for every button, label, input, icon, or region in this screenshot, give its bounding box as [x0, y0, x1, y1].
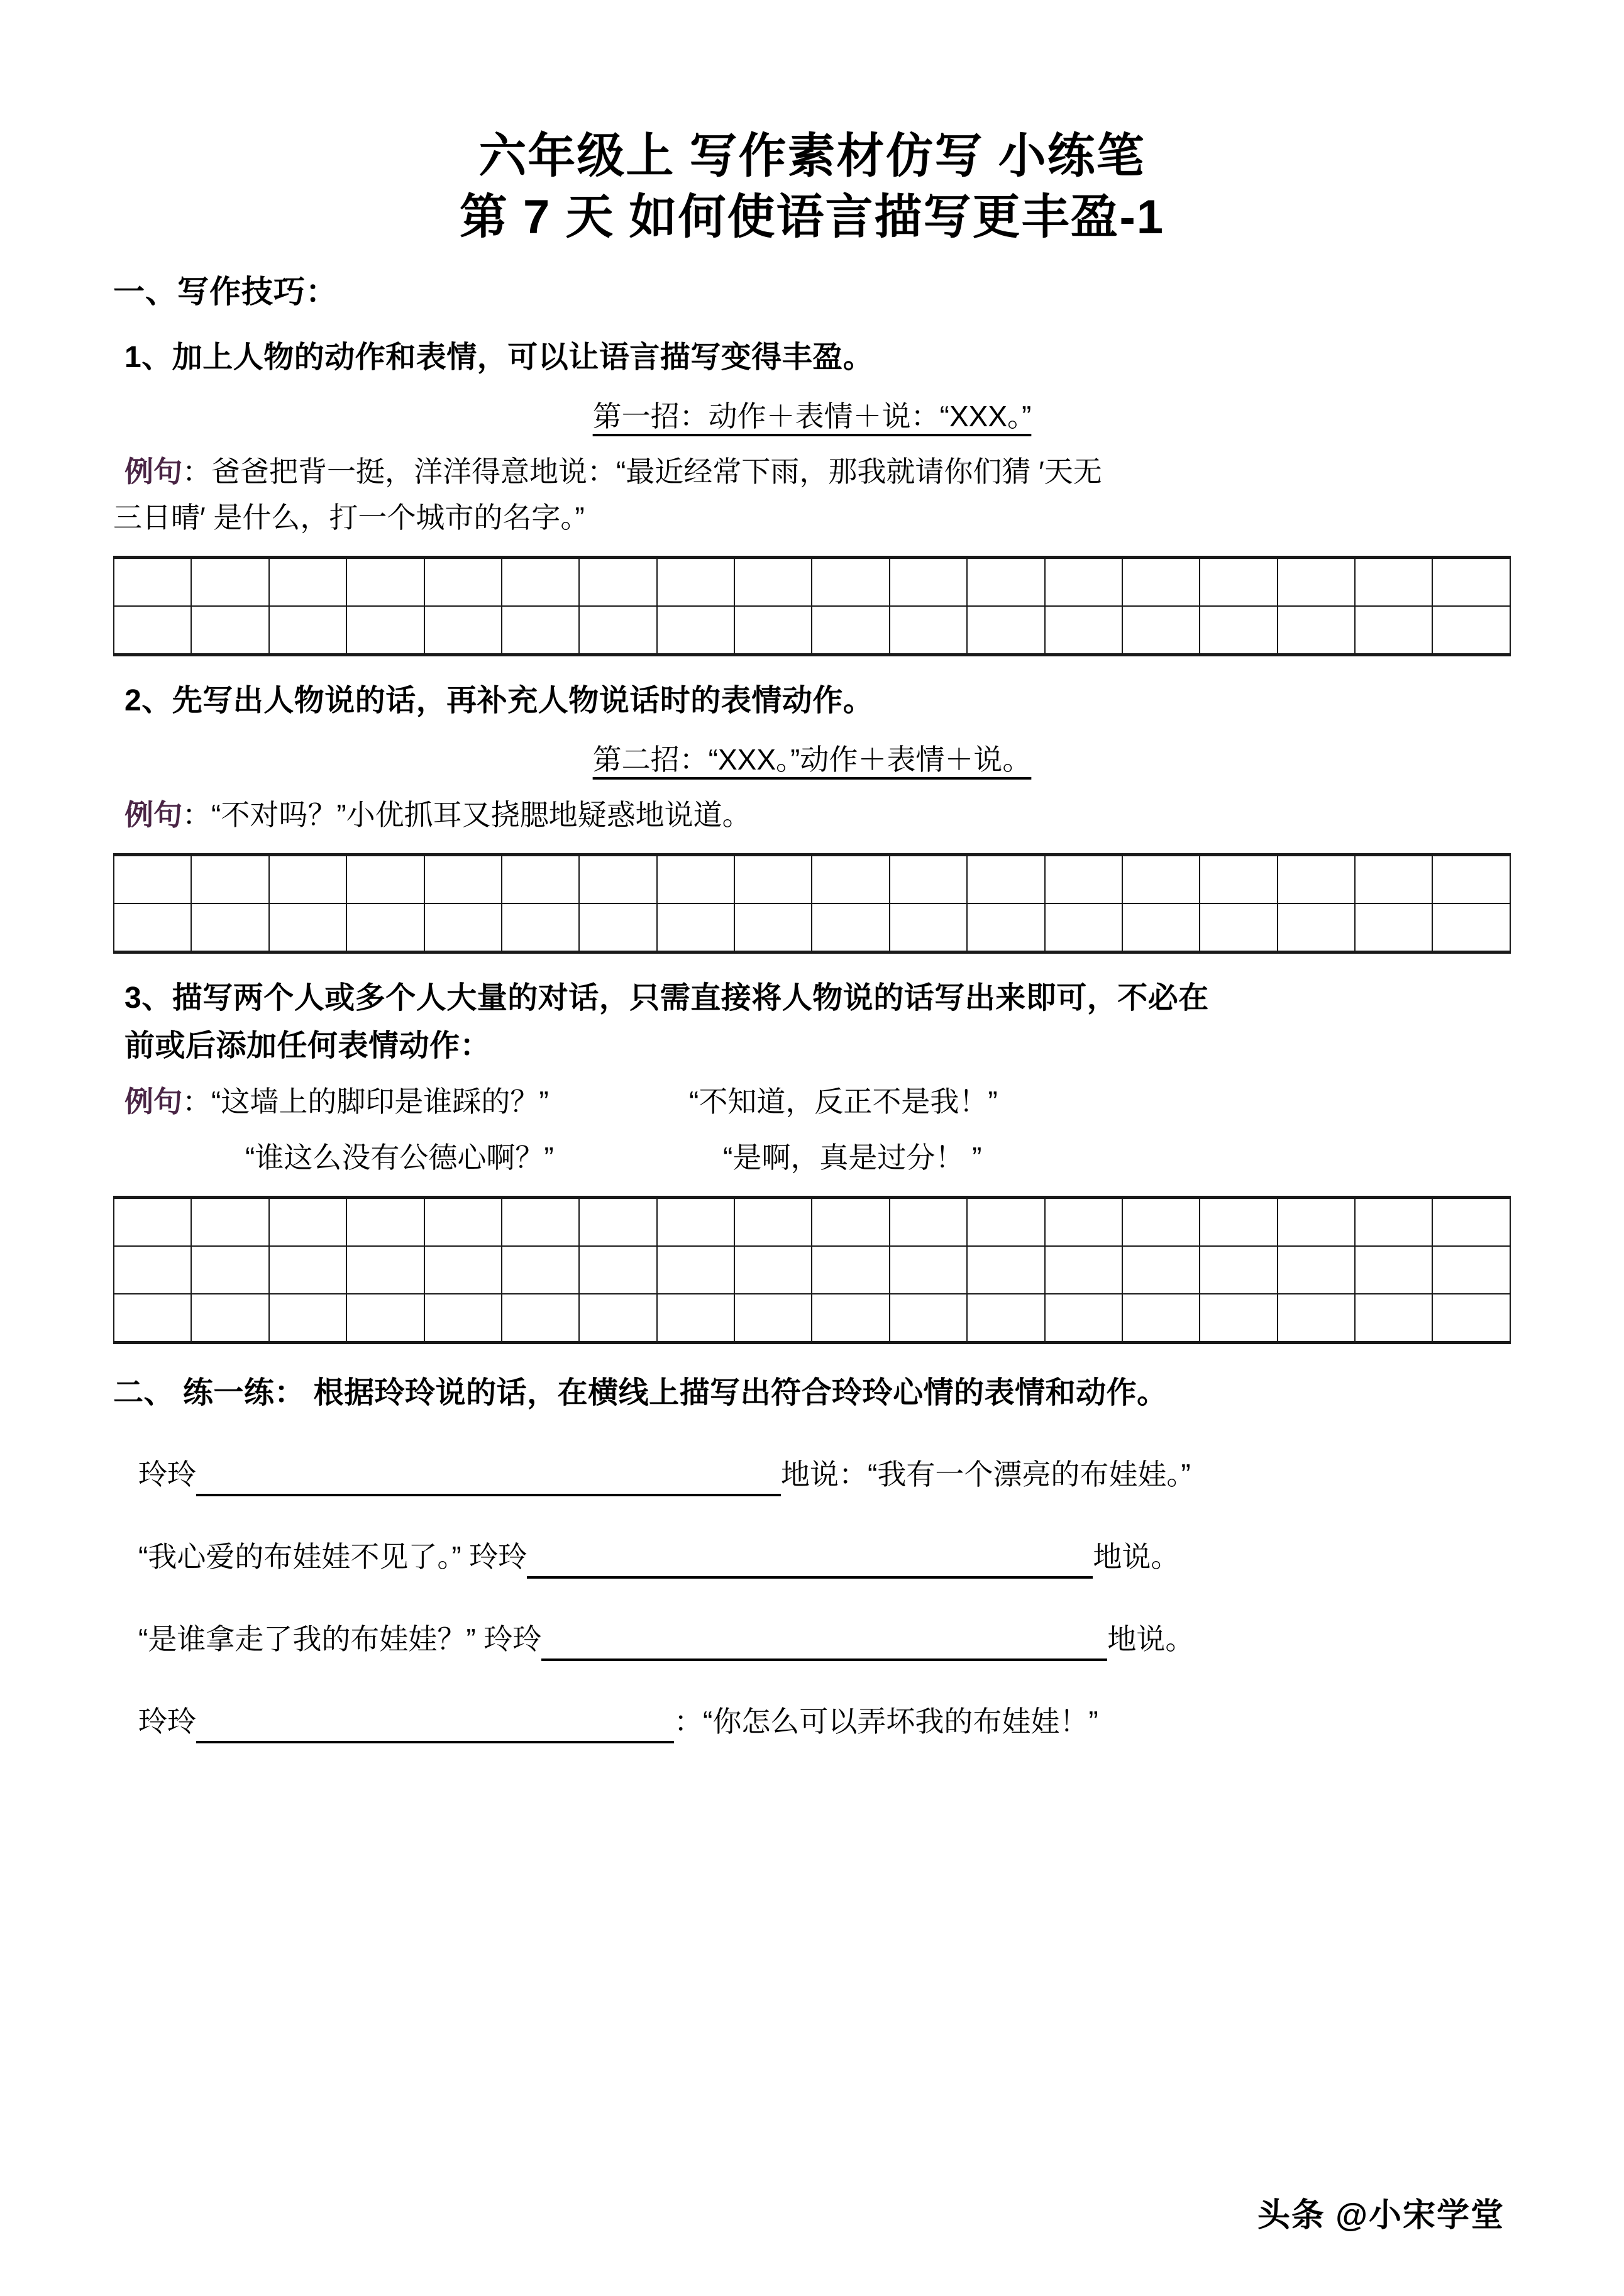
writing-grid-cell[interactable]: [734, 1294, 812, 1343]
writing-grid-cell[interactable]: [346, 1246, 424, 1294]
writing-grid-cell[interactable]: [1432, 1246, 1510, 1294]
writing-grid-cell[interactable]: [967, 903, 1044, 952]
writing-grid-cell[interactable]: [346, 558, 424, 607]
writing-grid-cell[interactable]: [812, 606, 889, 655]
writing-grid-cell[interactable]: [734, 1246, 812, 1294]
writing-grid-cell[interactable]: [657, 1294, 734, 1343]
writing-grid-cell[interactable]: [191, 606, 268, 655]
writing-grid-cell[interactable]: [191, 1294, 268, 1343]
writing-grid-cell[interactable]: [1432, 558, 1510, 607]
practice-item-4: [113, 1700, 1511, 1743]
writing-grid-cell[interactable]: [1355, 903, 1432, 952]
writing-grid-row: [114, 1246, 1510, 1294]
writing-grid-cell[interactable]: [734, 1198, 812, 1247]
writing-grid-cell[interactable]: [1200, 1198, 1277, 1247]
writing-grid-cell[interactable]: [1278, 1294, 1355, 1343]
writing-grid-cell[interactable]: [1355, 606, 1432, 655]
writing-grid-cell[interactable]: [1200, 606, 1277, 655]
writing-grid-cell[interactable]: [1432, 606, 1510, 655]
tip-2-trick-text: 第二招：“XXX。”动作＋表情＋说。: [592, 742, 1032, 776]
writing-grid-cell[interactable]: [1278, 855, 1355, 904]
writing-grid-cell[interactable]: [1200, 903, 1277, 952]
writing-grid-cell[interactable]: [346, 1294, 424, 1343]
writing-grid-cell[interactable]: [1200, 855, 1277, 904]
writing-grid-cell[interactable]: [346, 606, 424, 655]
tip-3-heading-line2: 前或后添加任何表情动作：: [124, 1029, 491, 1062]
writing-grid-cell[interactable]: [1355, 558, 1432, 607]
writing-grid-cell[interactable]: [579, 1246, 656, 1294]
writing-grid-cell[interactable]: [812, 1198, 889, 1247]
writing-grid-cell[interactable]: [1355, 1246, 1432, 1294]
writing-grid-cell[interactable]: [890, 606, 967, 655]
writing-grid-cell[interactable]: [890, 1198, 967, 1247]
dialogue-1-left: “这墙上的脚印是谁踩的？”: [211, 1085, 549, 1118]
writing-grid-cell[interactable]: [424, 606, 502, 655]
writing-grid-cell[interactable]: [1122, 558, 1200, 607]
writing-grid-cell[interactable]: [269, 558, 346, 607]
writing-grid-cell[interactable]: [269, 606, 346, 655]
writing-grid-cell[interactable]: [1432, 903, 1510, 952]
writing-grid-cell[interactable]: [734, 855, 812, 904]
writing-grid-cell[interactable]: [1355, 1294, 1432, 1343]
writing-grid-cell[interactable]: [191, 558, 268, 607]
example-label: 例句: [124, 455, 182, 488]
title-line-2: 第 7 天 如何使语言描写更丰盈-1: [459, 190, 1165, 245]
practice-2-blank[interactable]: [527, 1547, 1093, 1579]
writing-grid-cell[interactable]: [657, 606, 734, 655]
writing-grid-cell[interactable]: [1122, 903, 1200, 952]
writing-grid-cell[interactable]: [191, 1246, 268, 1294]
writing-grid-cell[interactable]: [1045, 855, 1122, 904]
writing-grid-cell[interactable]: [812, 855, 889, 904]
writing-grid-cell[interactable]: [502, 1294, 579, 1343]
writing-grid-cell[interactable]: [1355, 1198, 1432, 1247]
example-label: 例句: [124, 1085, 182, 1118]
writing-grid-cell[interactable]: [657, 855, 734, 904]
practice-4-blank[interactable]: [196, 1712, 674, 1743]
tip-1-heading: 1、加上人物的动作和表情，可以让语言描写变得丰盈。: [124, 341, 874, 375]
writing-grid-cell[interactable]: [424, 1198, 502, 1247]
writing-grid-cell[interactable]: [890, 855, 967, 904]
title-line-1: 六年级上 写作素材仿写 小练笔: [478, 130, 1146, 183]
writing-grid-cell[interactable]: [424, 1246, 502, 1294]
writing-grid-row: [114, 855, 1510, 904]
writing-grid-cell[interactable]: [812, 558, 889, 607]
writing-grid-cell[interactable]: [269, 903, 346, 952]
writing-grid-cell[interactable]: [734, 558, 812, 607]
practice-3-after: 地说。: [1107, 1623, 1195, 1656]
writing-grid-cell[interactable]: [424, 558, 502, 607]
practice-1-after: 地说：“我有一个漂亮的布娃娃。”: [781, 1458, 1191, 1491]
writing-grid-cell[interactable]: [502, 855, 579, 904]
practice-4-after: ：“你怎么可以弄坏我的布娃娃！”: [674, 1705, 1098, 1738]
practice-3-before: “是谁拿走了我的布娃娃？” 玲玲: [138, 1623, 542, 1656]
writing-grid-cell[interactable]: [1432, 1294, 1510, 1343]
writing-grid-cell[interactable]: [967, 1246, 1044, 1294]
dialogue-2-right: “是啊，真是过分！ ”: [723, 1141, 982, 1174]
page-title: [113, 0, 1511, 248]
writing-grid-cell[interactable]: [346, 855, 424, 904]
writing-grid-cell[interactable]: [967, 606, 1044, 655]
practice-heading: 二、 练一练： 根据玲玲说的话，在横线上描写出符合玲玲心情的表情和动作。: [113, 1376, 1168, 1410]
writing-grid-cell[interactable]: [1200, 558, 1277, 607]
writing-grid-cell[interactable]: [967, 1294, 1044, 1343]
writing-grid-cell[interactable]: [812, 1294, 889, 1343]
writing-grid-cell[interactable]: [114, 903, 191, 952]
writing-grid-row: [114, 1198, 1510, 1247]
tip-2-example-text: ：“不对吗？”小优抓耳又挠腮地疑惑地说道。: [182, 798, 751, 831]
dialogue-1-right: “不知道，反正不是我！”: [689, 1085, 998, 1118]
watermark: 头条 @小宋学堂: [1257, 2197, 1505, 2234]
writing-grid-cell[interactable]: [424, 903, 502, 952]
writing-grid-row: [114, 903, 1510, 952]
writing-grid-cell[interactable]: [890, 1294, 967, 1343]
writing-grid-row: [114, 606, 1510, 655]
writing-grid-cell[interactable]: [657, 1246, 734, 1294]
writing-grid-cell[interactable]: [502, 558, 579, 607]
tip-2-heading: 2、先写出人物说的话，再补充人物说话时的表情动作。: [124, 684, 874, 718]
dialogue-2-left: “谁这么没有公德心啊？”: [245, 1141, 554, 1174]
writing-grid-cell[interactable]: [967, 1198, 1044, 1247]
tip-1-example: [113, 450, 1511, 494]
writing-grid-cell[interactable]: [502, 903, 579, 952]
writing-grid-cell[interactable]: [967, 558, 1044, 607]
writing-grid-cell[interactable]: [1045, 1246, 1122, 1294]
writing-grid-cell[interactable]: [1200, 1294, 1277, 1343]
writing-grid-cell[interactable]: [734, 903, 812, 952]
section-heading-writing-skills: 一、写作技巧：: [113, 273, 338, 309]
practice-item-3: [113, 1618, 1511, 1661]
writing-grid-cell[interactable]: [1122, 1198, 1200, 1247]
writing-grid-cell[interactable]: [424, 1294, 502, 1343]
writing-grid-cell[interactable]: [890, 903, 967, 952]
writing-grid-cell[interactable]: [1278, 903, 1355, 952]
tip-1-trick: [113, 396, 1511, 436]
writing-grid-cell[interactable]: [1432, 1198, 1510, 1247]
practice-1-blank[interactable]: [196, 1465, 781, 1496]
tip-2-example: [113, 793, 1511, 837]
tip-1-example-text: ：爸爸把背一挺，洋洋得意地说：“最近经常下雨，那我就请你们猜 ′天无: [182, 455, 1102, 488]
writing-grid-cell[interactable]: [657, 558, 734, 607]
writing-grid-cell[interactable]: [1432, 855, 1510, 904]
writing-grid-cell[interactable]: [269, 1198, 346, 1247]
writing-grid-cell[interactable]: [579, 1198, 656, 1247]
writing-grid-cell[interactable]: [657, 903, 734, 952]
practice-2-after: 地说。: [1093, 1540, 1180, 1574]
writing-grid-cell[interactable]: [1355, 855, 1432, 904]
writing-grid-cell[interactable]: [734, 606, 812, 655]
writing-grid-cell[interactable]: [967, 855, 1044, 904]
writing-grid-cell[interactable]: [424, 855, 502, 904]
writing-grid-cell[interactable]: [269, 855, 346, 904]
writing-grid-cell[interactable]: [579, 1294, 656, 1343]
practice-4-before: 玲玲: [138, 1705, 196, 1738]
writing-grid-2[interactable]: [113, 853, 1511, 954]
writing-grid-cell[interactable]: [1200, 1246, 1277, 1294]
writing-grid-cell[interactable]: [1278, 1198, 1355, 1247]
writing-grid-cell[interactable]: [1122, 1294, 1200, 1343]
tip-1-example-cont: 三日晴′ 是什么，打一个城市的名字。”: [113, 501, 585, 534]
writing-grid-cell[interactable]: [890, 1246, 967, 1294]
practice-item-2: [113, 1535, 1511, 1579]
practice-1-before: 玲玲: [138, 1458, 196, 1491]
writing-grid-1[interactable]: [113, 556, 1511, 656]
writing-grid-cell[interactable]: [346, 903, 424, 952]
writing-grid-cell[interactable]: [269, 1246, 346, 1294]
writing-grid-cell[interactable]: [1278, 558, 1355, 607]
example-label: 例句: [124, 798, 182, 831]
example-colon: ：: [182, 1085, 211, 1118]
writing-grid-cell[interactable]: [1045, 558, 1122, 607]
writing-grid-cell[interactable]: [1045, 1198, 1122, 1247]
writing-grid-cell[interactable]: [812, 903, 889, 952]
writing-grid-cell[interactable]: [502, 1246, 579, 1294]
writing-grid-cell[interactable]: [114, 558, 191, 607]
writing-grid-cell[interactable]: [502, 1198, 579, 1247]
practice-item-1: [113, 1453, 1511, 1496]
writing-grid-cell[interactable]: [269, 1294, 346, 1343]
writing-grid-cell[interactable]: [114, 1198, 191, 1247]
writing-grid-3[interactable]: [113, 1196, 1511, 1344]
writing-grid-cell[interactable]: [1045, 903, 1122, 952]
writing-grid-row: [114, 1294, 1510, 1343]
tip-2-trick: [113, 739, 1511, 780]
writing-grid-cell[interactable]: [346, 1198, 424, 1247]
writing-grid-cell[interactable]: [1278, 606, 1355, 655]
writing-grid-cell[interactable]: [1122, 855, 1200, 904]
writing-grid-cell[interactable]: [890, 558, 967, 607]
practice-2-before: “我心爱的布娃娃不见了。” 玲玲: [138, 1540, 528, 1574]
writing-grid-cell[interactable]: [1045, 606, 1122, 655]
writing-grid-cell[interactable]: [1122, 1246, 1200, 1294]
tip-1-trick-text: 第一招：动作＋表情＋说：“XXX。”: [592, 399, 1032, 433]
writing-grid-cell[interactable]: [579, 903, 656, 952]
writing-grid-cell[interactable]: [114, 1246, 191, 1294]
writing-grid-cell[interactable]: [579, 606, 656, 655]
writing-grid-cell[interactable]: [114, 606, 191, 655]
writing-grid-row: [114, 558, 1510, 607]
writing-grid-cell[interactable]: [579, 855, 656, 904]
writing-grid-cell[interactable]: [114, 1294, 191, 1343]
writing-grid-cell[interactable]: [1122, 606, 1200, 655]
writing-grid-cell[interactable]: [1278, 1246, 1355, 1294]
tip-3-heading-line1: 3、描写两个人或多个人大量的对话，只需直接将人物说的话写出来即可，不必在: [124, 981, 1209, 1015]
practice-3-blank[interactable]: [541, 1630, 1107, 1661]
writing-grid-cell[interactable]: [502, 606, 579, 655]
tip-3-dialogue-row-1: [113, 1080, 1511, 1123]
writing-grid-cell[interactable]: [812, 1246, 889, 1294]
writing-grid-cell[interactable]: [191, 903, 268, 952]
writing-grid-cell[interactable]: [1045, 1294, 1122, 1343]
writing-grid-cell[interactable]: [657, 1198, 734, 1247]
writing-grid-cell[interactable]: [191, 855, 268, 904]
tip-3-dialogue-row-2: [113, 1136, 1511, 1179]
writing-grid-cell[interactable]: [191, 1198, 268, 1247]
writing-grid-cell[interactable]: [114, 855, 191, 904]
writing-grid-cell[interactable]: [579, 558, 656, 607]
